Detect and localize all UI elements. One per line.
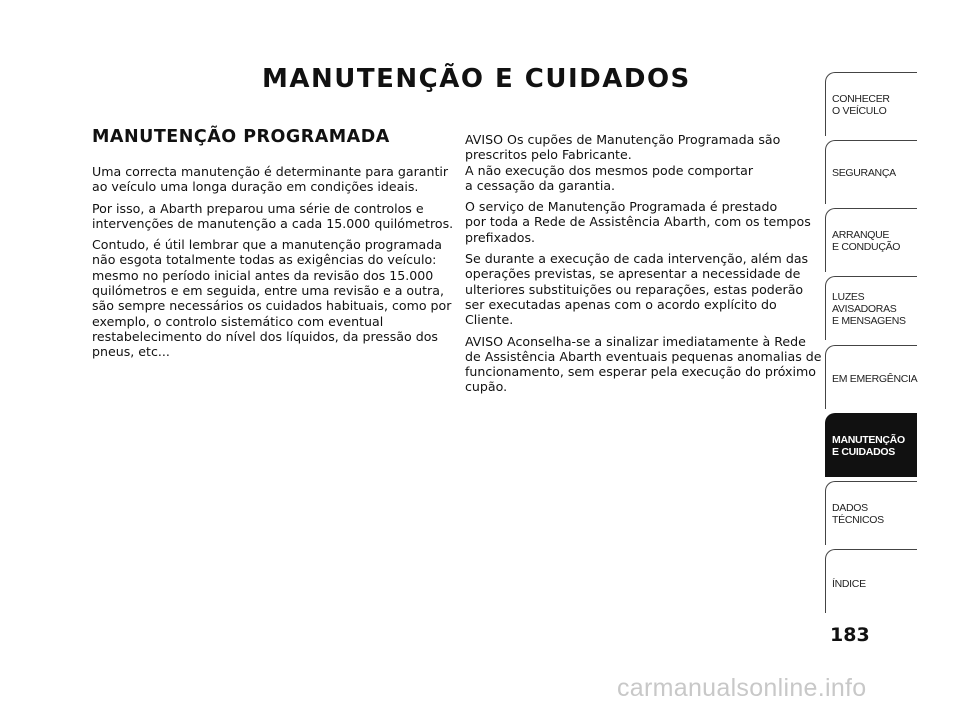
right-column bbox=[465, 132, 822, 401]
sidebar-tab-label bbox=[832, 578, 866, 590]
sidebar-tab-label-line: E CUIDADOS bbox=[832, 446, 895, 458]
sidebar-tab-label bbox=[832, 167, 896, 179]
sidebar-tab-label-line: AVISADORAS bbox=[832, 303, 897, 315]
sidebar-tab-label-line: O VEÍCULO bbox=[832, 105, 887, 117]
text-line: são sempre necessários os cuidados habituais, como por bbox=[92, 298, 452, 314]
sidebar-tab-manutenção-e-cuidados[interactable] bbox=[825, 413, 917, 477]
text-line: A não execução dos mesmos pode comportar bbox=[465, 162, 754, 178]
text-line: Por isso, a Abarth preparou uma série de controlos e bbox=[92, 200, 424, 216]
text-line: por toda a Rede de Assistência Abarth, com os tempos bbox=[465, 214, 811, 230]
right-paragraph bbox=[465, 132, 817, 193]
left-paragraph bbox=[92, 200, 454, 232]
sidebar-tab-label-line: DADOS bbox=[832, 502, 868, 514]
text-line: mesmo no período inicial antes da revisão dos 15.000 bbox=[92, 267, 434, 283]
sidebar-tab-label-line: MANUTENÇÃO bbox=[832, 434, 905, 446]
text-line: AVISO Os cupões de Manutenção Programada são bbox=[465, 132, 781, 147]
left-paragraph bbox=[92, 237, 452, 360]
sidebar-tab-label bbox=[832, 93, 890, 117]
sidebar-tab-label-line: SEGURANÇA bbox=[832, 167, 896, 179]
text-line: Se durante a execução de cada intervenção, além das bbox=[465, 251, 809, 267]
right-paragraph bbox=[465, 251, 817, 327]
sidebar-tab-segurança[interactable] bbox=[825, 140, 917, 204]
sidebar-tab-label-line: CONHECER bbox=[832, 93, 890, 105]
text-line: Uma correcta manutenção é determinante para garantir bbox=[92, 164, 449, 179]
sidebar-tab-label-line: E CONDUÇÃO bbox=[832, 241, 901, 253]
right-paragraph bbox=[465, 199, 817, 245]
section-title: MANUTENÇÃO PROGRAMADA bbox=[92, 127, 390, 147]
sidebar-tab-label-line: LUZES bbox=[832, 291, 865, 303]
text-line: funcionamento, sem esperar pela execução do próximo bbox=[465, 364, 816, 380]
text-line: Cliente. bbox=[465, 312, 514, 328]
text-line: ser executadas apenas com o acordo explícito do bbox=[465, 296, 777, 312]
text-line: ao veículo uma longa duração em condições ideais. bbox=[92, 179, 419, 195]
sidebar-tab-label-line: ÍNDICE bbox=[832, 578, 866, 590]
text-line: não esgota totalmente todas as exigências do veículo: bbox=[92, 252, 437, 268]
text-line: a cessação da garantia. bbox=[465, 177, 616, 193]
left-paragraph bbox=[92, 164, 449, 195]
sidebar-tab-label bbox=[832, 291, 906, 327]
text-line: pneus, etc... bbox=[92, 344, 170, 360]
text-line: de Assistência Abarth eventuais pequenas anomalias de bbox=[465, 348, 822, 364]
sidebar-tab-luzes-avisadoras-e-mensagens[interactable] bbox=[825, 276, 917, 340]
text-line: restabelecimento do nível dos líquidos, da pressão dos bbox=[92, 328, 438, 344]
watermark: carmanualsonline.info bbox=[617, 674, 867, 702]
text-line: quilómetros e em seguida, entre uma revisão e a outra, bbox=[92, 283, 444, 299]
right-paragraph bbox=[465, 333, 822, 395]
sidebar-tab-label-line: ARRANQUE bbox=[832, 229, 890, 241]
text-line: prefixados. bbox=[465, 229, 536, 245]
text-line: O serviço de Manutenção Programada é prestado bbox=[465, 199, 778, 215]
sidebar-tab-label bbox=[832, 434, 905, 458]
sidebar-tab-label bbox=[832, 502, 884, 526]
text-line: exemplo, o controlo sistemático com eventual bbox=[92, 313, 384, 329]
sidebar-tab-label-line: E MENSAGENS bbox=[832, 315, 906, 327]
text-line: ulteriores substituições ou reparações, estas poderão bbox=[465, 281, 804, 297]
page-title: MANUTENÇÃO E CUIDADOS bbox=[262, 64, 691, 94]
sidebar-tab-dados-técnicos[interactable] bbox=[825, 481, 917, 545]
sidebar-tab-label bbox=[832, 373, 917, 385]
sidebar-tab-label-line: EM EMERGÊNCIA bbox=[832, 373, 918, 385]
sidebar-tab-label-line: TÉCNICOS bbox=[832, 514, 884, 526]
sidebar-tab-em-emergência[interactable] bbox=[825, 345, 917, 409]
text-line: cupão. bbox=[465, 379, 508, 395]
text-line: Contudo, é útil lembrar que a manutenção programada bbox=[92, 237, 442, 253]
left-column bbox=[92, 164, 454, 366]
sidebar-tab-arranque-e-condução[interactable] bbox=[825, 208, 917, 272]
sidebar-tab-label bbox=[832, 229, 900, 253]
text-line: intervenções de manutenção a cada 15.000 quilómetros. bbox=[92, 215, 454, 231]
sidebar-tab-conhecer-o-veículo[interactable] bbox=[825, 72, 917, 136]
sidebar-tab-índice[interactable] bbox=[825, 549, 917, 613]
text-line: AVISO Aconselha-se a sinalizar imediatamente à Rede bbox=[465, 333, 806, 349]
text-line: operações previstas, se apresentar a necessidade de bbox=[465, 266, 801, 282]
page-number: 183 bbox=[830, 624, 870, 646]
text-line: prescritos pelo Fabricante. bbox=[465, 147, 632, 163]
